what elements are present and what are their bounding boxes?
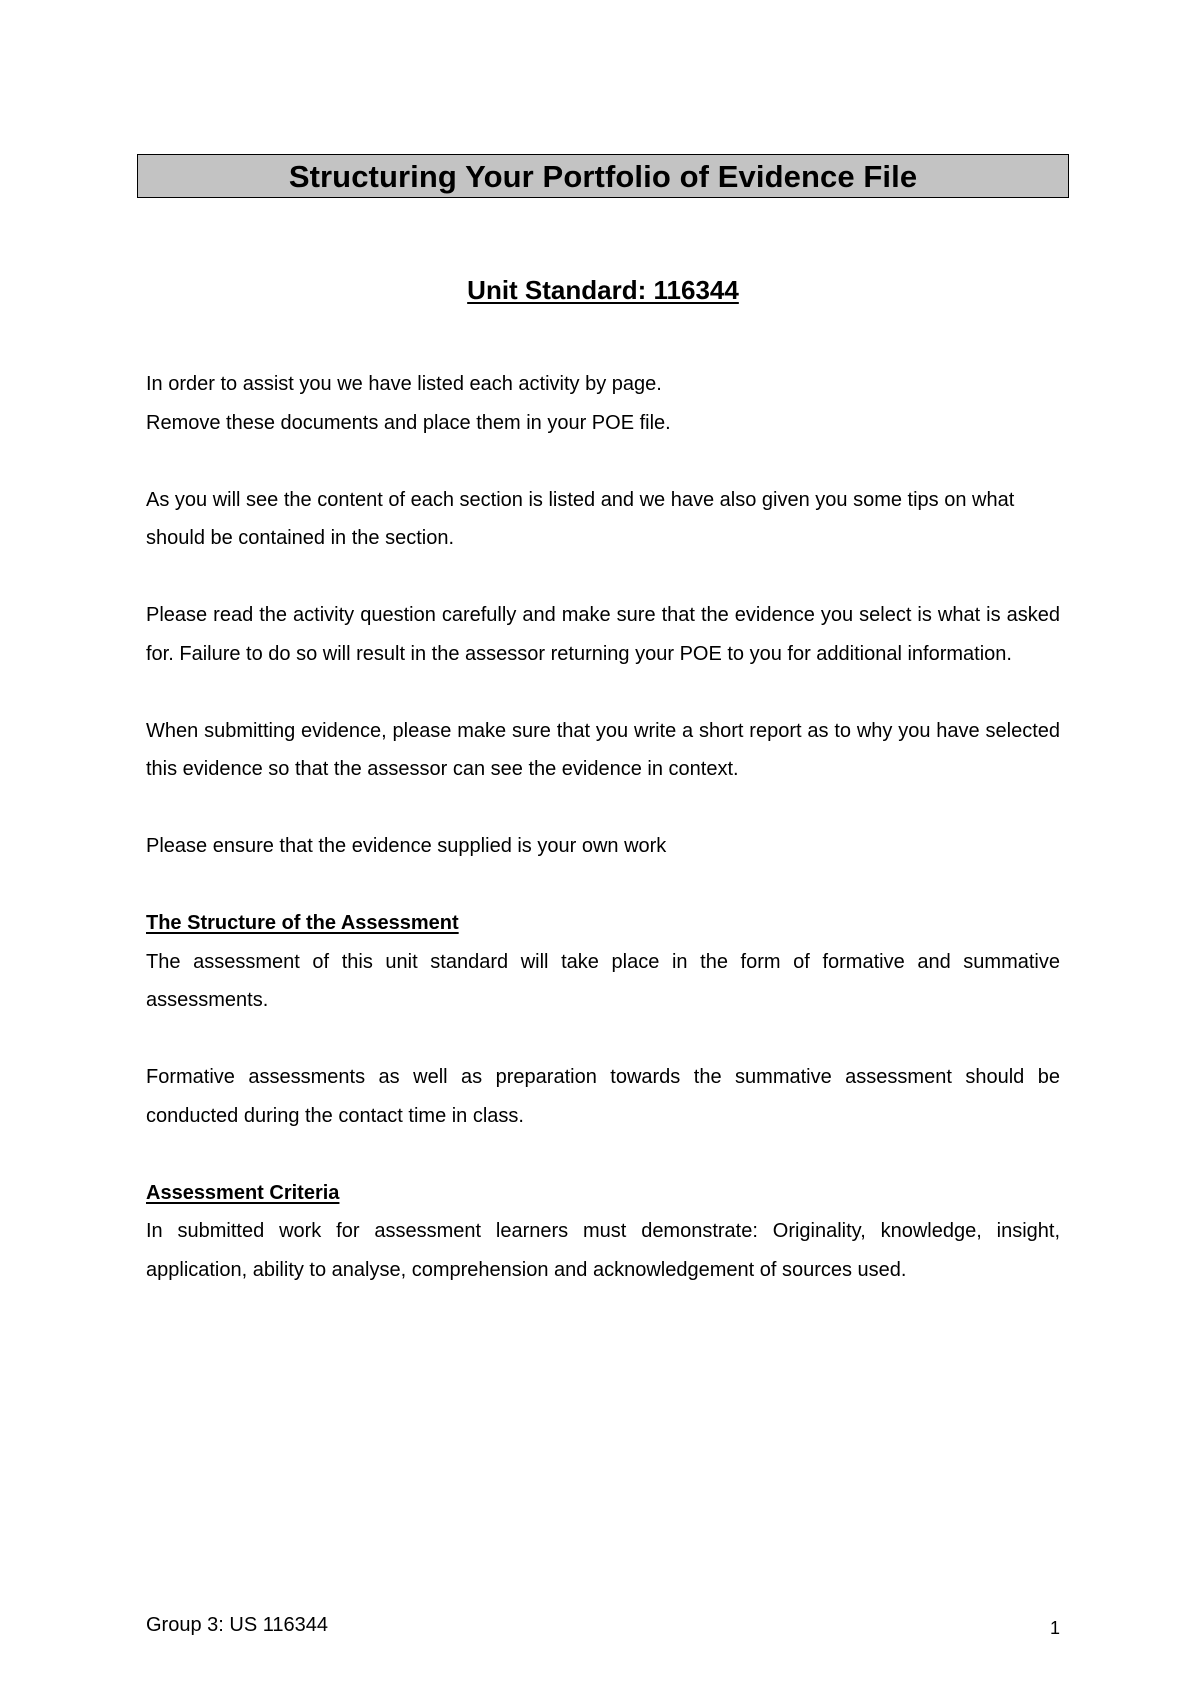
page-number: 1: [1049, 1618, 1060, 1638]
paragraph-short-report: When submitting evidence, please make sure that you write a short report as to why you have selected this evidence so that the assessor can see the evidence in context.: [146, 719, 1060, 780]
spacer: [146, 866, 1060, 905]
spacer: [146, 558, 1060, 597]
structure-text-2: Formative assessments as well as preparation towards the summative assessment should be conducted during the contact time in class.: [146, 1066, 1060, 1127]
intro-line-2: Remove these documents and place them in your POE file.: [146, 411, 671, 434]
title-box: [137, 154, 1069, 198]
paragraph-read-carefully: Please read the activity question carefully and make sure that the evidence you select is what is asked for. Failure to do so will result in the assessor returning your POE to you for additional information.: [146, 604, 1060, 665]
spacer: [146, 1135, 1060, 1174]
paragraph-own-work: Please ensure that the evidence supplied is your own work: [146, 835, 667, 857]
spacer: [146, 1020, 1060, 1059]
unit-standard-heading: Unit Standard: 116344: [467, 275, 739, 305]
spacer: [146, 673, 1060, 712]
intro-line-1: In order to assist you we have listed each activity by page.: [146, 373, 662, 395]
paragraph-content-tips: As you will see the content of each section is listed and we have also given you some tips on what should be contained in the section.: [146, 488, 1015, 549]
spacer: [146, 789, 1060, 828]
structure-text-1: The assessment of this unit standard will take place in the form of formative and summative assessments.: [146, 950, 1060, 1011]
document-body: [146, 365, 1060, 1289]
footer-group-label: Group 3: US 116344: [146, 1614, 328, 1636]
spacer: [146, 442, 1060, 481]
criteria-text: In submitted work for assessment learners must demonstrate: Originality, knowledge, insight, application, ability to analyse, comprehension and acknowledgement of sources used.: [146, 1220, 1060, 1281]
page-title: Structuring Your Portfolio of Evidence File: [288, 158, 918, 194]
structure-heading: The Structure of the Assessment: [146, 912, 459, 934]
criteria-heading: Assessment Criteria: [146, 1181, 340, 1204]
